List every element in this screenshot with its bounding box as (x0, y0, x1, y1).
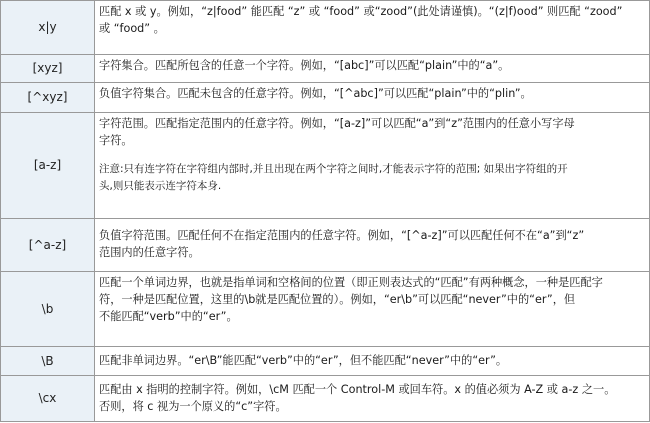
table-row (1, 1, 650, 55)
table-row (1, 55, 650, 83)
description-cell (95, 347, 650, 376)
description-line: 字符范围。匹配指定范围内的任意字符。例如，“[a-z]”可以匹配“a”到“z”范围内的任意小写字母 (99, 117, 575, 130)
pattern-cell: x|y (1, 1, 95, 55)
description-cell (95, 83, 650, 113)
description-cell (95, 113, 650, 219)
description-line: 匹配非单词边界。“er\B”能匹配“verb”中的“er”，但不能匹配“never”中的“er”。 (99, 354, 508, 367)
table-row (1, 272, 650, 347)
description-line: 字符集合。匹配所包含的任意一个字符。例如，“[abc]”可以匹配“plain”中的“a”。 (99, 59, 510, 72)
table-row (1, 347, 650, 376)
description-line: 或 “food” 。 (99, 22, 165, 35)
description-line: 符，一种是匹配位置，这里的\b就是匹配位置的）。例如，“er\b”可以匹配“never”中的“er”，但 (99, 293, 576, 306)
description-line: 匹配 x 或 y。例如，“z|food” 能匹配 “z” 或 “food” 或“zood”(此处请谨慎)。“(z|f)ood” 则匹配 “zood” (99, 5, 623, 18)
description-cell (95, 376, 650, 422)
description-line: 匹配由 x 指明的控制字符。例如，\cM 匹配一个 Control-M 或回车符。x 的值必须为 A-Z 或 a-z 之一。 (99, 383, 616, 396)
description-line: 负值字符范围。匹配任何不在指定范围内的任意字符。例如，“[^a-z]”可以匹配任何不在“a”到“z” (99, 229, 585, 242)
table-row (1, 113, 650, 219)
description-line: 范围内的任意字符。 (99, 246, 200, 259)
pattern-cell: [^a-z] (1, 219, 95, 272)
pattern-cell: \B (1, 347, 95, 376)
description-cell (95, 219, 650, 272)
table-row (1, 376, 650, 422)
pattern-cell: [xyz] (1, 55, 95, 83)
description-cell (95, 272, 650, 347)
description-line: 匹配一个单词边界，也就是指单词和空格间的位置（即正则表达式的“匹配”有两种概念，一种是匹配字 (99, 276, 603, 289)
table-row (1, 83, 650, 113)
description-line: 字符。 (99, 134, 133, 147)
description-line: 否则，将 c 视为一个原义的“c”字符。 (99, 400, 287, 413)
pattern-cell: [^xyz] (1, 83, 95, 113)
description-line: 负值字符集合。匹配未包含的任意字符。例如，“[^abc]”可以匹配“plain”中的“plin”。 (99, 87, 532, 100)
description-cell (95, 55, 650, 83)
note-line: 头,则只能表示连字符本身. (99, 180, 222, 192)
pattern-cell: [a-z] (1, 113, 95, 219)
table-row (1, 219, 650, 272)
note-line: 注意:只有连字符在字符组内部时,并且出现在两个字符之间时,才能表示字符的范围; 如果出字符组的开 (99, 163, 568, 175)
description-cell (95, 1, 650, 55)
pattern-cell: \cx (1, 376, 95, 422)
description-line: 不能匹配“verb”中的“er”。 (99, 310, 238, 323)
pattern-cell: \b (1, 272, 95, 347)
